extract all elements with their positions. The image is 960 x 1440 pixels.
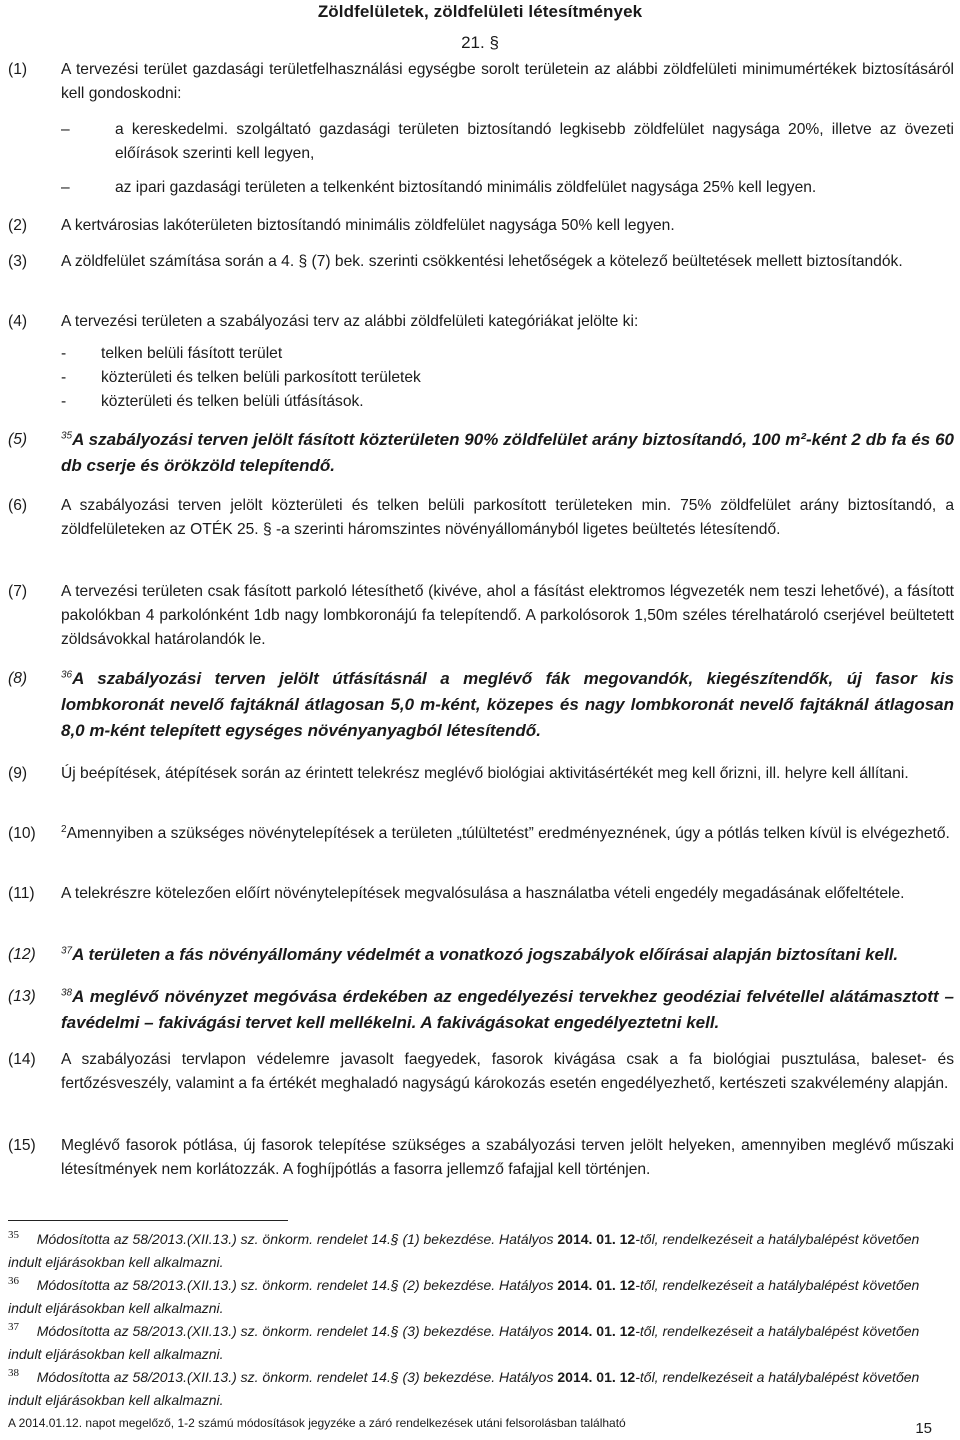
list-item bbox=[61, 176, 954, 200]
paragraph-text: A szabályozási tervlapon védelemre javasolt faegyedek, fasorok kivágása csak a fa biológiai pusztulása, baleset- és fertőzésveszély, valamint a fa értékét meghaladó nagyságú károkozás esetén engedélyezhető, kertészeti szakvélemény alapján. bbox=[61, 1051, 954, 1092]
page-number: 15 bbox=[915, 1420, 932, 1437]
footnote-ref: 2 bbox=[61, 823, 67, 835]
footnote-text: -től, rendelkezéseit a hatálybalépést követően indult eljárásokban kell alkalmazni. bbox=[8, 1369, 920, 1408]
paragraph-6 bbox=[8, 494, 954, 542]
paragraph-14 bbox=[8, 1048, 954, 1096]
paragraph-number: (11) bbox=[8, 885, 35, 902]
footnote bbox=[8, 1320, 954, 1366]
paragraph-9 bbox=[8, 762, 954, 786]
paragraph-text: A zöldfelület számítása során a 4. § (7) bek. szerinti csökkentési lehetőségek a kötelező beültetések mellett biztosítandók. bbox=[61, 253, 903, 270]
paragraph-text: A kertvárosias lakóterületen biztosítandó minimális zöldfelület nagysága 50% kell legyen. bbox=[61, 217, 675, 234]
footnote-separator bbox=[8, 1220, 288, 1221]
footnote-number: 35 bbox=[8, 1229, 19, 1241]
footnote-text: Módosította az 58/2013.(XII.13.) sz. önkorm. rendelet 14.§ (1) bekezdése. Hatályos bbox=[36, 1231, 558, 1247]
paragraph-number: (10) bbox=[8, 825, 36, 842]
paragraph-text: Meglévő fasorok pótlása, új fasorok telepítése szükséges a szabályozási terven jelölt helyeken, amennyiben meglévő műszaki létesítmények nem korlátozzák. A foghíjpótlás a fasorra jellemző fafajjal kell történjen. bbox=[61, 1137, 954, 1178]
paragraph-number: (1) bbox=[8, 61, 28, 78]
footnote-text: -től, rendelkezéseit a hatálybalépést követően indult eljárásokban kell alkalmazni. bbox=[8, 1323, 920, 1362]
footnote-text: Módosította az 58/2013.(XII.13.) sz. önkorm. rendelet 14.§ (2) bekezdése. Hatályos bbox=[36, 1277, 558, 1293]
paragraph-number: (2) bbox=[8, 217, 28, 234]
paragraph-10 bbox=[8, 822, 954, 846]
footnote-ref: 36 bbox=[61, 669, 73, 681]
paragraph-text: A tervezési területen csak fásított parkoló létesíthető (kivéve, ahol a fásítást elektromos légvezeték nem teszi lehetővé), a fásított pakolókban 4 parkolónként 1db nagy lombkoronájú fa telepítendő. A parkolósorok 1,50m széles térelhatároló cserjével beültetett zöldsávokkal határolandók le. bbox=[61, 583, 954, 648]
footnote-number: 38 bbox=[8, 1367, 19, 1379]
paragraph-text: A szabályozási terven jelölt közterületi és telken belüli parkosított területeken min. 75% zöldfelület arány biztosítandó, a zöldfelületeken az OTÉK 25. § -a szerinti háromszintes növényállományból ligetes beültetés létesítendő. bbox=[61, 497, 954, 538]
list-dash: – bbox=[61, 121, 70, 138]
list-dash: - bbox=[61, 345, 67, 362]
list-item-text: közterületi és telken belüli útfásítások. bbox=[101, 393, 364, 410]
paragraph-15 bbox=[8, 1134, 954, 1182]
footnote-number: 36 bbox=[8, 1275, 19, 1287]
footnote-date: 2014. 01. 12 bbox=[557, 1277, 636, 1293]
paragraph-text: A tervezési területen a szabályozási terv az alábbi zöldfelületi kategóriákat jelölte ki: bbox=[61, 313, 639, 330]
paragraph-number: (4) bbox=[8, 313, 28, 330]
footnote bbox=[8, 1366, 954, 1412]
paragraph-5 bbox=[8, 427, 954, 479]
list-item-text: a kereskedelmi. szolgáltató gazdasági területen biztosítandó legkisebb zöldfelület nagysága 20%, illetve az övezeti előírások szerinti kell legyen, bbox=[115, 121, 954, 162]
paragraph-4 bbox=[8, 310, 954, 334]
paragraph-13 bbox=[8, 984, 954, 1036]
footnote bbox=[8, 1274, 954, 1320]
paragraph-number: (7) bbox=[8, 583, 28, 600]
list-item-text: közterületi és telken belüli parkosított területek bbox=[101, 369, 421, 386]
paragraph-2 bbox=[8, 214, 954, 238]
paragraph-text: A meglévő növényzet megóvása érdekében az engedélyezési tervekhez geodéziai felvétellel alátámasztott – favédelmi – fakivágási tervet kell mellékelni. A fakivágásokat engedélyeztetni kell. bbox=[61, 987, 954, 1032]
paragraph-number: (12) bbox=[8, 946, 36, 963]
list-dash: - bbox=[61, 393, 67, 410]
paragraph-number: (15) bbox=[8, 1137, 36, 1154]
paragraph-number: (5) bbox=[8, 431, 28, 448]
footnote-ref: 38 bbox=[61, 987, 73, 999]
paragraph-number: (3) bbox=[8, 253, 28, 270]
paragraph-number: (6) bbox=[8, 497, 28, 514]
footnote-text: Módosította az 58/2013.(XII.13.) sz. önkorm. rendelet 14.§ (3) bekezdése. Hatályos bbox=[36, 1323, 558, 1339]
footnote-number: 37 bbox=[8, 1321, 19, 1333]
chapter-title: Zöldfelületek, zöldfelületi létesítmények bbox=[317, 2, 643, 21]
list-item-text: az ipari gazdasági területen a telkenként biztosítandó minimális zöldfelület nagysága 25% kell legyen. bbox=[115, 179, 817, 196]
footnote-ref: 37 bbox=[61, 945, 73, 957]
paragraph-11 bbox=[8, 882, 954, 906]
paragraph-text: A tervezési terület gazdasági területfelhasználási egységbe sorolt területein az alábbi zöldfelületi minimumértékek biztosításáról kell gondoskodni: bbox=[61, 61, 954, 102]
footnote-text: Módosította az 58/2013.(XII.13.) sz. önkorm. rendelet 14.§ (3) bekezdése. Hatályos bbox=[36, 1369, 558, 1385]
paragraph-number: (14) bbox=[8, 1051, 36, 1068]
footnote bbox=[8, 1228, 954, 1274]
footnote-date: 2014. 01. 12 bbox=[557, 1231, 636, 1247]
paragraph-12 bbox=[8, 942, 954, 968]
footnote-text: -től, rendelkezéseit a hatálybalépést követően indult eljárásokban kell alkalmazni. bbox=[8, 1277, 920, 1316]
list-dash: – bbox=[61, 179, 70, 196]
section-number: 21. § bbox=[461, 33, 499, 52]
page-footer: A 2014.01.12. napot megelőző, 1-2 számú módosítások jegyzéke a záró rendelkezések utáni felsorolásban található bbox=[8, 1416, 626, 1430]
paragraph-number: (9) bbox=[8, 765, 28, 782]
paragraph-text: A telekrészre kötelezően előírt növénytelepítések megvalósulása a használatba vételi engedély megadásának előfeltétele. bbox=[61, 885, 905, 902]
paragraph-8 bbox=[8, 666, 954, 744]
paragraph-text: Amennyiben a szükséges növénytelepítések a területen „túlültetést” eredményeznének, úgy a pótlás telken kívül is elvégezhető. bbox=[66, 825, 950, 842]
paragraph-text: A szabályozási terven jelölt fásított közterületen 90% zöldfelület arány biztosítandó, 100 m²-ként 2 db fa és 60 db cserje és örökzöld telepítendő. bbox=[61, 430, 954, 475]
paragraph-text: A szabályozási terven jelölt útfásításnál a meglévő fák megovandók, kiegészítendők, új fasor kis lombkoronát nevelő fajtáknál átlagosan 5,0 m-ként, közepes és nagy lombkoronát nevelő fajtáknál átlagosan 8,0 m-ként telepített egységes növényanyagból létesítendő. bbox=[61, 669, 954, 740]
list-item-text: telken belüli fásított terület bbox=[101, 345, 283, 362]
paragraph-number: (8) bbox=[8, 670, 28, 687]
list-dash: - bbox=[61, 369, 67, 386]
paragraph-text: A területen a fás növényállomány védelmét a vonatkozó jogszabályok előírásai alapján biztosítani kell. bbox=[72, 945, 899, 964]
footnote-ref: 35 bbox=[61, 430, 73, 442]
paragraph-text: Új beépítések, átépítések során az érintett telekrész meglévő biológiai aktivitásértékét meg kell őrizni, ill. helyre kell állítani. bbox=[61, 765, 909, 782]
footnote-date: 2014. 01. 12 bbox=[557, 1323, 636, 1339]
footnote-text: -től, rendelkezéseit a hatálybalépést követően indult eljárásokban kell alkalmazni. bbox=[8, 1231, 920, 1270]
list-item bbox=[61, 118, 954, 166]
footnote-date: 2014. 01. 12 bbox=[557, 1369, 636, 1385]
paragraph-1 bbox=[8, 58, 954, 106]
paragraph-7 bbox=[8, 580, 954, 652]
paragraph-number: (13) bbox=[8, 988, 36, 1005]
paragraph-3 bbox=[8, 250, 954, 274]
